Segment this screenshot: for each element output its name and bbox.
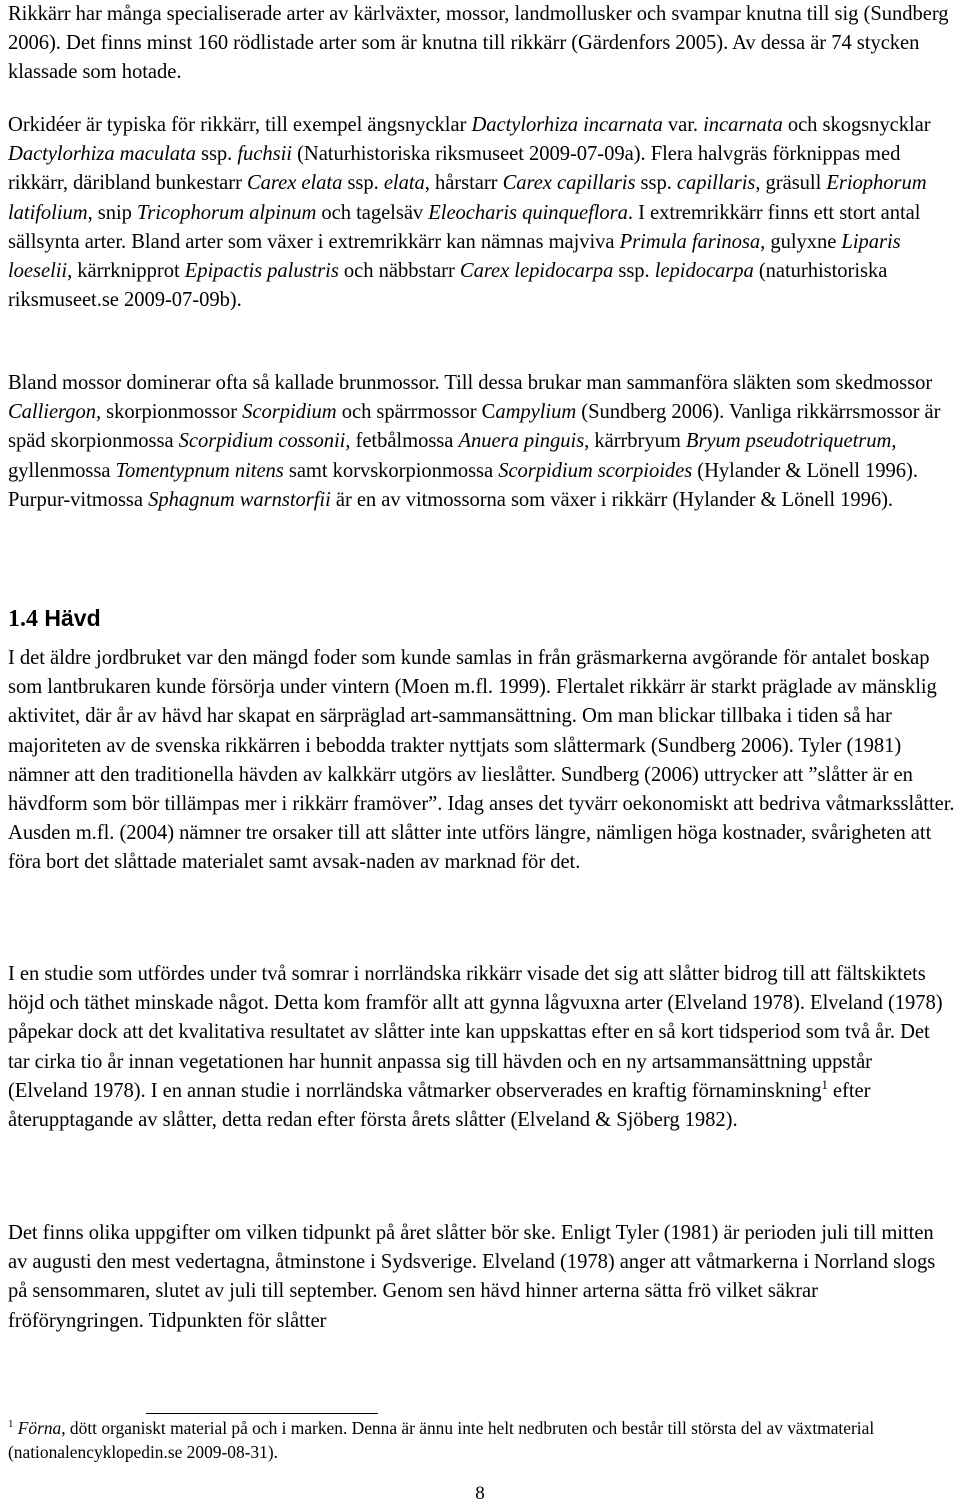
text-run: Det finns olika uppgifter om vilken tidpunkt på året slåtter bör ske. Enligt Tyler (1981) är perioden juli till mitten av augusti den mest vedertagna, åtminstone i Sydsverige. Elveland (1978) anger att våtmarkerna i Norrland slogs på sensommaren, slutet av juli till september. Genom sen hävd hinner arterna sätta frö vilket säkrar fröföryngringen. Tidpunkten för slåtter bbox=[8, 1222, 936, 1332]
section-title: Hävd bbox=[44, 605, 101, 631]
paragraph bbox=[8, 0, 956, 88]
text-run: , fetbålmossa bbox=[345, 430, 459, 453]
footnote bbox=[8, 1416, 956, 1464]
paragraph bbox=[8, 111, 956, 315]
species-name: Eriophorum latifolium bbox=[8, 172, 927, 224]
species-name: Scorpidium bbox=[242, 401, 337, 424]
species-name: Dactylorhiza maculata bbox=[8, 143, 196, 166]
paragraph bbox=[8, 369, 956, 515]
species-name: Carex elata bbox=[247, 172, 343, 195]
species-name: Epipactis palustris bbox=[184, 260, 339, 283]
text-run: I en studie som utfördes under två somrar i norrländska rikkärr visade det sig att slåtter bidrog till att fältskiktets höjd och täthet minskade något. Detta kom framför allt att gynna lågvuxna arter (Elveland 1978). Elveland (1978) påpekar dock att det kvalitativa resultatet av slåtter inte kan uppskattas efter en så kort tidsperiod som två år. Det tar cirka tio år innan vegetationen har hunnit anpassa sig till hävden och en ny artsammansättning uppstår (Elveland 1978). I en annan studie i norrländska våtmarker observerades en kraftig förnaminskning bbox=[8, 963, 943, 1102]
species-name: Scorpidium cossonii bbox=[178, 430, 346, 453]
footnote-reference: 1 bbox=[821, 1077, 828, 1092]
species-name: Tomentypnum nitens bbox=[115, 459, 284, 482]
species-name: Eleocharis quinqueflora bbox=[428, 201, 628, 224]
species-name: Tricophorum alpinum bbox=[137, 201, 317, 224]
text-run: ssp. bbox=[195, 143, 238, 166]
species-name: capillaris bbox=[676, 172, 756, 195]
text-run: och näbbstarr bbox=[338, 260, 460, 283]
text-run: , kärrknipprot bbox=[67, 260, 185, 283]
text-run: (Sundberg 2006). Vanliga rikkärrsmossor är späd skorpionmossa bbox=[8, 401, 941, 453]
text-run: , gräsull bbox=[755, 172, 827, 195]
text-run: , kärrbryum bbox=[584, 430, 686, 453]
footnote-term: Förna bbox=[17, 1418, 62, 1438]
text-run: I det äldre jordbruket var den mängd foder som kunde samlas in från gräsmarkerna avgörande för antalet boskap som lantbrukaren kunde försörja under vintern (Moen m.fl. 1999). Flertalet rikkärr är starkt präglade av mänsklig aktivitet, där år av hävd har skapat en särpräglad art-sammansättning. Om man blickar tillbaka i tiden så har majoriteten av de svenska rikkärren i bebodda trakter nyttjats som slåttermark (Sundberg 2006). Tyler (1981) nämner att den traditionella hävden av kalkkärr utgörs av lieslåtter. Sundberg (2006) uttrycker att ”slåtter är en hävdform som bör tillämpas mer i rikkärr framöver”. Idag anses det tyvärr oekonomiskt att bedriva våtmarksslåtter. Ausden m.fl. (2004) nämner tre orsaker till att slåtter inte utförs längre, nämligen höga kostnader, svårigheten att föra bort det slåttade materialet samt avsak-naden av marknad för det. bbox=[8, 647, 955, 874]
species-name: Carex capillaris bbox=[502, 172, 636, 195]
paragraph bbox=[8, 1219, 956, 1336]
species-name: elata bbox=[383, 172, 425, 195]
text-run: Orkidéer är typiska för rikkärr, till exempel ängsnycklar bbox=[8, 114, 472, 136]
text-run: . I extremrikkärr finns ett stort antal sällsynta arter. Bland arter som växer i extremrikkärr kan nämnas majviva bbox=[8, 201, 921, 253]
text-run: och skogsnycklar bbox=[782, 114, 931, 136]
text-run: samt korvskorpionmossa bbox=[283, 459, 499, 482]
text-run: , hårstarr bbox=[424, 172, 503, 195]
text-run: , skorpionmossor bbox=[95, 401, 243, 424]
species-name: Calliergon bbox=[8, 401, 96, 424]
text-run: ssp. bbox=[613, 260, 655, 283]
page-number: 8 bbox=[475, 1483, 485, 1504]
species-name: incarnata bbox=[703, 114, 783, 136]
species-name: ampylium bbox=[495, 401, 577, 424]
species-name: Scorpidium scorpioides bbox=[498, 459, 693, 482]
text-run: , gyllenmossa bbox=[8, 430, 897, 482]
text-run: och spärrmossor C bbox=[336, 401, 496, 424]
species-name: Bryum pseudotriquetrum bbox=[685, 430, 892, 453]
text-run: , snip bbox=[87, 201, 138, 224]
species-name: Carex lepidocarpa bbox=[459, 260, 614, 283]
footnote-marker: 1 bbox=[8, 1418, 14, 1431]
species-name: Primula farinosa bbox=[619, 230, 761, 253]
text-run: , gulyxne bbox=[760, 230, 842, 253]
text-run: ssp. bbox=[635, 172, 677, 195]
text-run: (Naturhistoriska riksmuseet 2009-07-09a). Flera halvgräs förknippas med rikkärr, däribland bunkestarr bbox=[8, 143, 901, 195]
section-heading bbox=[8, 603, 101, 634]
text-run: är en av vitmossorna som växer i rikkärr (Hylander & Lönell 1996). bbox=[330, 488, 893, 511]
species-name: Dactylorhiza incarnata bbox=[471, 114, 663, 136]
text-run: Rikkärr har många specialiserade arter av kärlväxter, mossor, landmollusker och svampar knutna till sig (Sundberg 2006). Det finns minst 160 rödlistade arter som är knutna till rikkärr (Gärdenfors 2005). Av dessa är 74 stycken klassade som hotade. bbox=[8, 3, 949, 84]
text-run: (naturhistoriska riksmuseet.se 2009-07-09b). bbox=[8, 260, 888, 312]
section-number: 1.4 bbox=[8, 606, 38, 632]
text-run: (Hylander & Lönell 1996). Purpur-vitmossa bbox=[8, 459, 918, 511]
species-name: fuchsii bbox=[237, 143, 292, 166]
text-run: var. bbox=[662, 114, 704, 136]
text-run: och tagelsäv bbox=[316, 201, 429, 224]
text-run: Bland mossor dominerar ofta så kallade brunmossor. Till dessa brukar man sammanföra släkten som skedmossor bbox=[8, 372, 933, 394]
species-name: Sphagnum warnstorfii bbox=[148, 488, 331, 511]
species-name: lepidocarpa bbox=[654, 260, 754, 283]
paragraph bbox=[8, 644, 956, 878]
species-name: Anuera pinguis bbox=[458, 430, 585, 453]
paragraph bbox=[8, 960, 956, 1135]
footnote-text: , dött organiskt material på och i marken. Denna är ännu inte helt nedbruten och består till största del av växtmaterial (nationalencyklopedin.se 2009-08-31). bbox=[8, 1418, 875, 1462]
text-run: efter återupptagande av slåtter, detta redan efter första årets slåtter (Elveland & Sjöberg 1982). bbox=[8, 1079, 871, 1132]
text-run: ssp. bbox=[342, 172, 384, 195]
species-name: Liparis loeselii bbox=[8, 230, 901, 283]
footnote-separator bbox=[146, 1413, 378, 1414]
